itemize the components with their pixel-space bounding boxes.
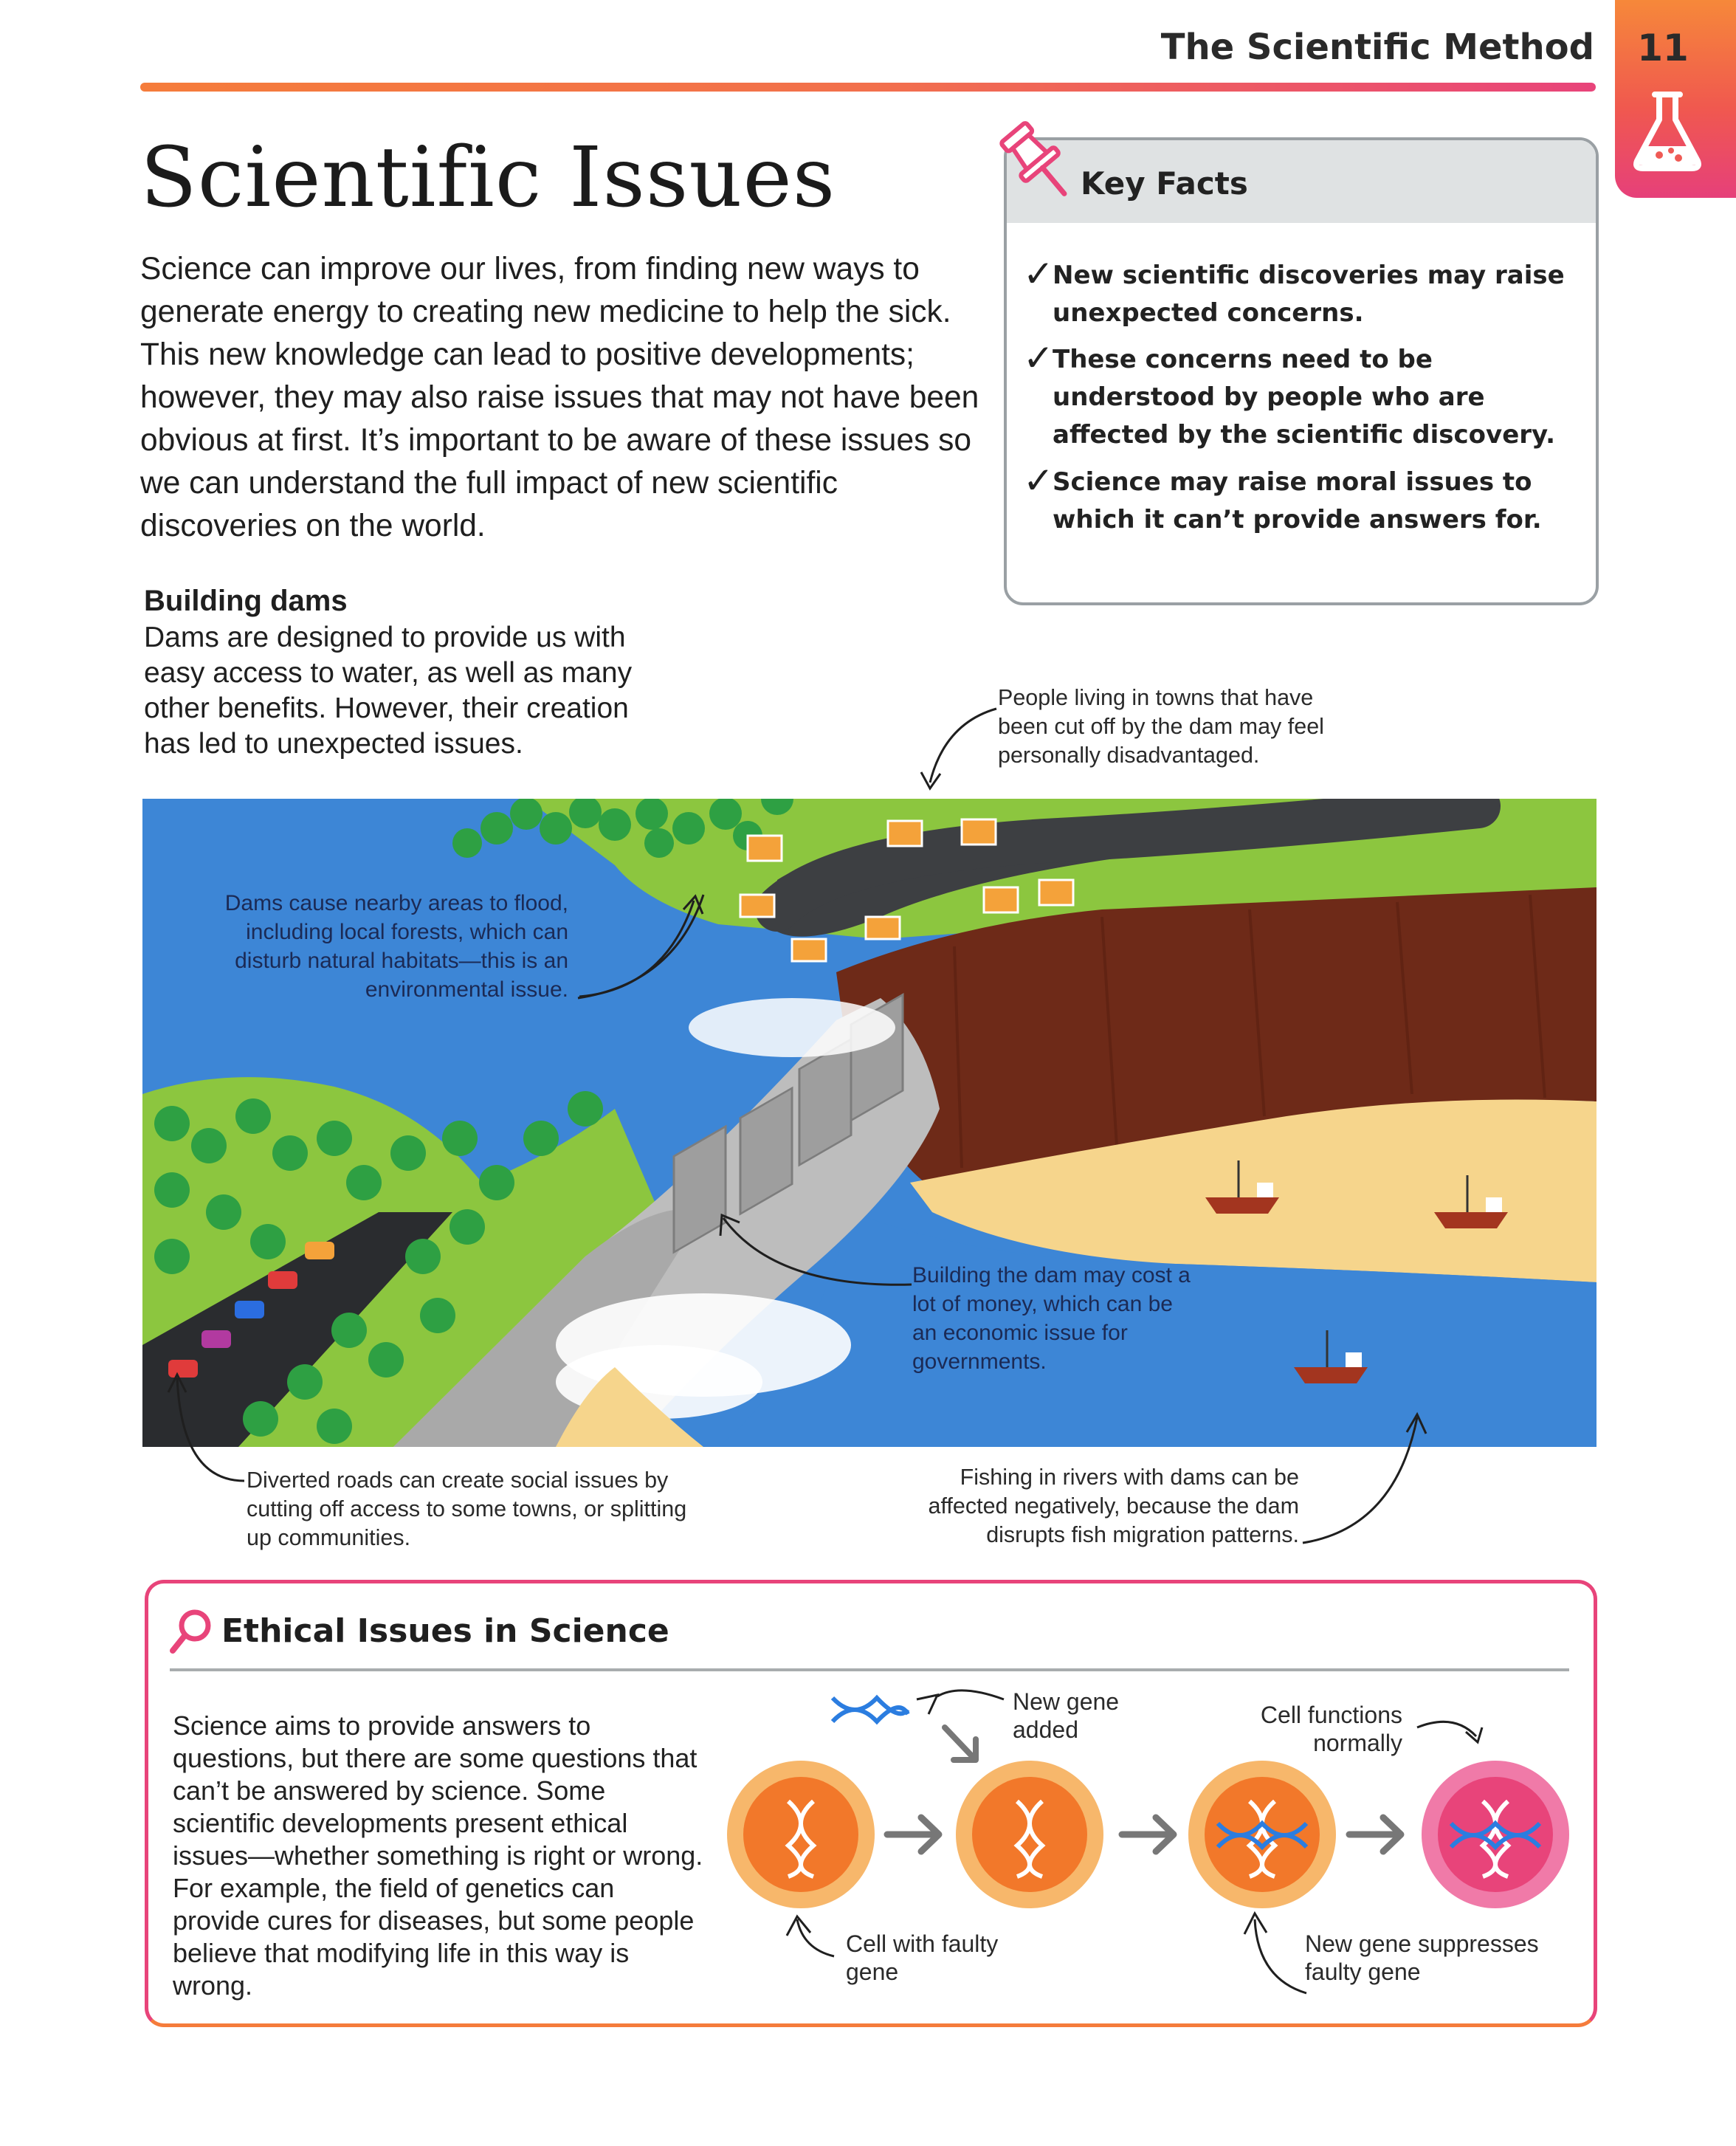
key-facts-title: Key Facts — [1081, 165, 1248, 202]
arrow-icon — [716, 1211, 915, 1292]
key-fact-item: New scientific discoveries may raise unexpected concerns. — [1053, 261, 1565, 328]
arrow-icon — [167, 1370, 248, 1488]
check-icon: ✓ — [1023, 252, 1054, 295]
cell-functions-normally — [1422, 1761, 1569, 1908]
check-icon: ✓ — [1023, 337, 1054, 379]
arrow-icon — [900, 701, 1004, 797]
callout-roads: Diverted roads can create social issues by cutting off access to some towns, or splitting up communities. — [247, 1468, 687, 1550]
label-suppresses: New gene suppresses faulty gene — [1305, 1930, 1539, 1985]
page-tab — [1615, 0, 1736, 198]
label-faulty-gene: Cell with faulty gene — [846, 1930, 999, 1985]
label-cell-functions: Cell functions normally — [1260, 1702, 1402, 1756]
key-fact-item: Science may raise moral issues to which it can’t provide answers for. — [1053, 467, 1542, 534]
label-new-gene: New gene added — [1013, 1688, 1120, 1743]
check-icon: ✓ — [1023, 459, 1054, 502]
callout-towns: People living in towns that have been cut off by the dam may feel personally disadvantaged. — [998, 685, 1324, 768]
key-fact-item: These concerns need to be understood by people who are affected by the scientific discovery. — [1053, 345, 1555, 450]
dams-text: Dams are designed to provide us with easy access to water, as well as many other benefits. However, their creation has led to unexpected issues. — [144, 622, 633, 760]
callout-cost: Building the dam may cost a lot of money, which can be an economic issue for governments. — [912, 1263, 1191, 1374]
ethical-issues-text: Science aims to provide answers to questions, but there are some questions that can’t be answered by science. Some scientific developments present ethical issues—whether something is right or wrong. For example, the field of genetics can provide cures for diseases, but some people believe that modifying life in this way is wrong. — [173, 1710, 703, 2001]
pushpin-icon — [998, 115, 1079, 211]
flask-icon — [1627, 87, 1708, 174]
cell-gene-added — [1188, 1761, 1336, 1908]
ethical-issues-rule — [170, 1668, 1569, 1671]
key-facts-box — [1004, 137, 1599, 605]
arrow-icon — [576, 893, 709, 1004]
arrow-icon — [1299, 1410, 1432, 1550]
callout-fishing: Fishing in rivers with dams can be affected negatively, because the dam disrupts fish migration patterns. — [928, 1465, 1299, 1547]
new-gene-dna-icon — [833, 1698, 908, 1722]
ethical-issues-title: Ethical Issues in Science — [221, 1612, 669, 1650]
page-title: Scientific Issues — [140, 130, 836, 226]
cell-faulty-gene-2 — [956, 1761, 1103, 1908]
callout-flood: Dams cause nearby areas to flood, including local forests, which can disturb natural habitats—this is an environmental issue. — [224, 891, 568, 1002]
dams-heading: Building dams — [144, 585, 348, 617]
header-rule — [140, 83, 1596, 92]
intro-paragraph: Science can improve our lives, from finding new ways to generate energy to creating new medicine to help the sick. This new knowledge can lead to positive developments; however, they may also raise issues that may not have been obvious at first. It’s important to be aware of these issues so we can understand the full impact of new scientific discoveries on the world. — [140, 252, 979, 543]
cell-faulty-gene — [727, 1761, 875, 1908]
section-title: The Scientific Method — [1160, 27, 1594, 68]
magnifier-icon — [168, 1608, 213, 1655]
page-number: 11 — [1637, 27, 1689, 69]
